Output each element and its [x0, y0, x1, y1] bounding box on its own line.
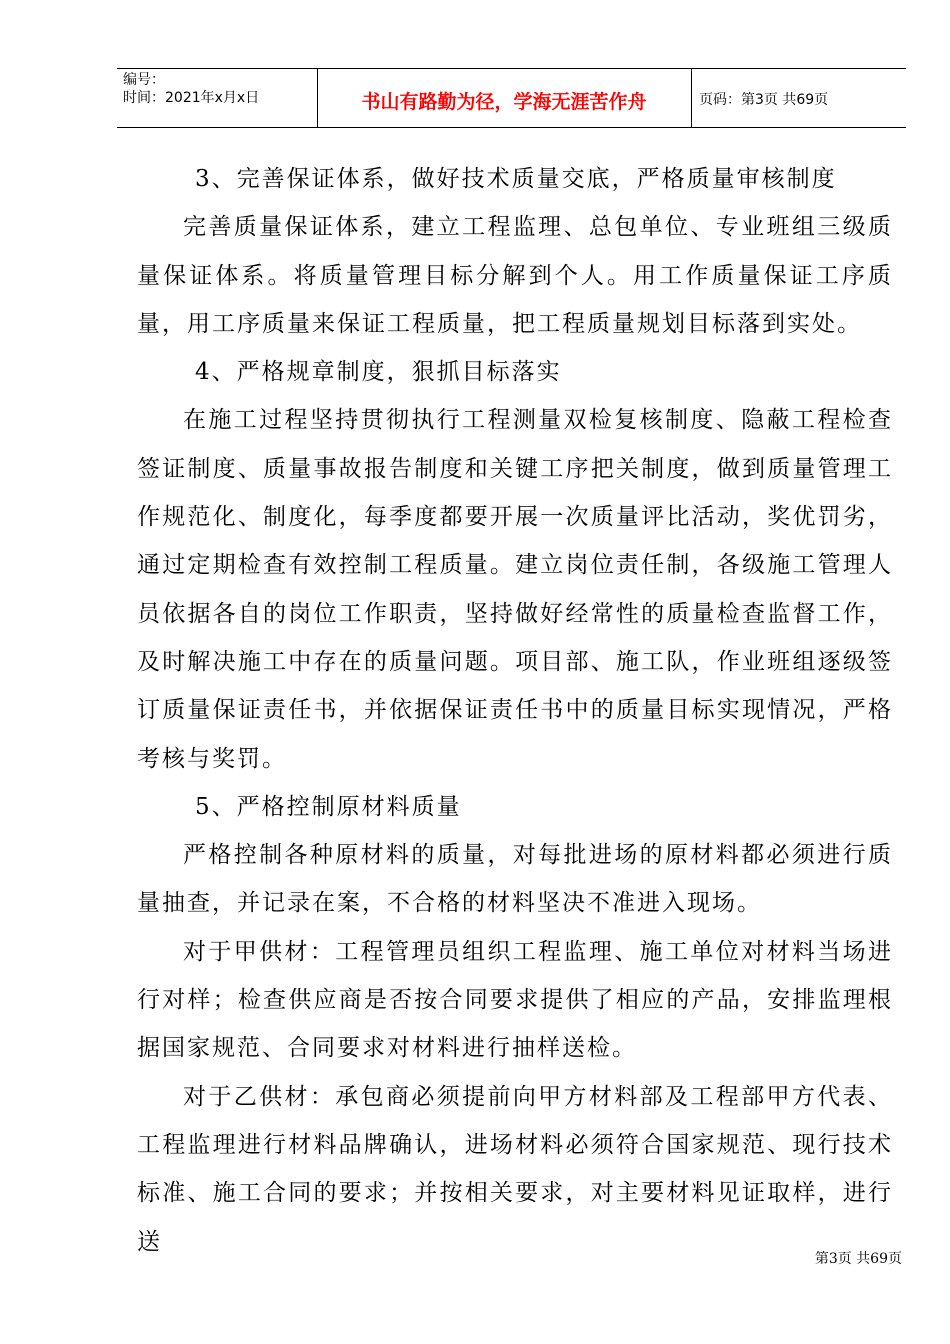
header-page-cell: [691, 69, 906, 127]
page-header: [117, 68, 906, 128]
page-footer: 第3页 共69页: [814, 1251, 902, 1267]
section-heading-5: 5、严格控制原材料质量: [195, 793, 462, 820]
header-motto-cell: [317, 69, 692, 127]
paragraph: 在施工过程坚持贯彻执行工程测量双检复核制度、隐蔽工程检查签证制度、质量事故报告制度和关键工序把关制度，做到质量管理工作规范化、制度化，每季度都要开展一次质量评比活动，奖优罚劣，通过定期检查有效控制工程质量。建立岗位责任制，各级施工管理人员依据各自的岗位工作职责，坚持做好经常性的质量检查监督工作，及时解决施工中存在的质量问题。项目部、施工队，作业班组逐级签订质量保证责任书，并依据保证责任书中的质量目标实现情况，严格考核与奖罚。: [137, 407, 893, 772]
paragraph: 严格控制各种原材料的质量，对每批进场的原材料都必须进行质量抽查，并记录在案，不合格的材料坚决不准进入现场。: [137, 842, 893, 917]
paragraph: 对于乙供材：承包商必须提前向甲方材料部及工程部甲方代表、工程监理进行材料品牌确认，进场材料必须符合国家规范、现行技术标准、施工合同的要求；并按相关要求，对主要材料见证取样，进行送: [137, 1083, 893, 1255]
header-meta-cell: [117, 69, 318, 127]
paragraph: 对于甲供材：工程管理员组织工程监理、施工单位对材料当场进行对样；检查供应商是否按合同要求提供了相应的产品，安排监理根据国家规范、合同要求对材料进行抽样送检。: [137, 938, 893, 1062]
paragraph: 完善质量保证体系，建立工程监理、总包单位、专业班组三级质量保证体系。将质量管理目标分解到个人。用工作质量保证工序质量，用工序质量来保证工程质量，把工程质量规划目标落到实处。: [137, 214, 893, 337]
section-heading-4: 4、严格规章制度，狠抓目标落实: [195, 359, 562, 386]
header-page-info: 页码：第3页 共69页: [699, 92, 829, 108]
time-label: 时间：2021年x月x日: [123, 90, 260, 106]
header-motto: 书山有路勤为径，学海无涯苦作舟: [361, 91, 647, 113]
section-heading-3: 3、完善保证体系，做好技术质量交底，严格质量审核制度: [195, 166, 837, 192]
document-body: [137, 155, 893, 1266]
serial-label: 编号：: [123, 72, 165, 88]
